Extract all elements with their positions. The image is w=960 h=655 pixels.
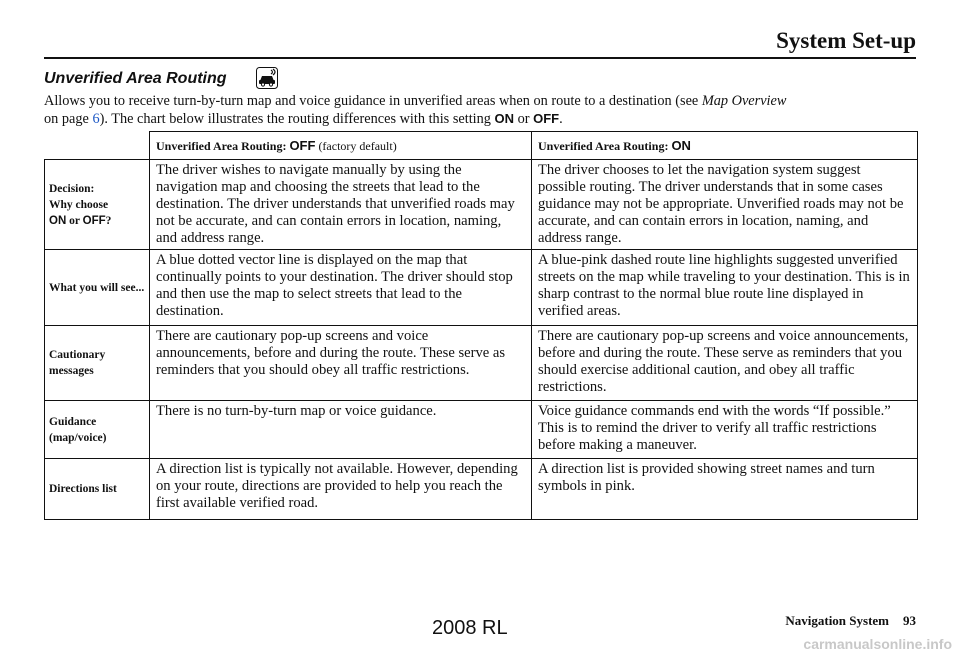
cell-on: There are cautionary pop-up screens and voice announcements, before and during the route. These serve as reminders that you should exercise additional caution, and obey all traffic restrictions.	[532, 326, 918, 401]
intro-text: .	[559, 111, 563, 127]
on-keyword: ON	[49, 214, 67, 227]
car-voice-icon	[256, 67, 278, 89]
cell-on: Voice guidance commands end with the words “If possible.” This is to remind the driver to verify all traffic restrictions before making a maneuver.	[532, 401, 918, 459]
header-rule	[44, 57, 916, 59]
table-row	[45, 326, 918, 401]
page-number: 93	[903, 613, 916, 628]
intro-text: ). The chart below illustrates the routing differences with this setting	[99, 111, 495, 127]
cell-on: A direction list is provided showing street names and turn symbols in pink.	[532, 459, 918, 520]
off-keyword: OFF	[533, 111, 560, 126]
header-on-label: Unverified Area Routing:	[538, 139, 672, 153]
footer-system	[785, 613, 916, 629]
off-keyword: OFF	[82, 214, 106, 227]
cell-off: A direction list is typically not available. However, depending on your route, directions are provided to help you reach the first available verified road.	[150, 459, 532, 520]
cell-off: There are cautionary pop-up screens and voice announcements, before and during the route. These serve as reminders that you should obey all traffic restrictions.	[150, 326, 532, 401]
cell-on: A blue-pink dashed route line highlights suggested unverified streets on the map while traveling to your destination. This is in sharp contrast to the normal blue route line displayed in verified areas.	[532, 250, 918, 326]
footer-model: 2008 RL	[432, 617, 508, 639]
row-label: Directions list	[45, 459, 150, 520]
table-row	[45, 160, 918, 250]
on-keyword: ON	[494, 111, 515, 126]
intro-paragraph	[44, 92, 920, 128]
section-title: Unverified Area Routing	[44, 70, 227, 87]
header-off-note: (factory default)	[315, 139, 397, 153]
table-header-row	[45, 132, 918, 160]
cell-off: A blue dotted vector line is displayed on the map that continually points to your destination. The driver should stop and then use the map to select streets that lead to the destination.	[150, 250, 532, 326]
header-off-label: Unverified Area Routing:	[156, 139, 290, 153]
row-label-line: Decision:	[49, 182, 95, 195]
routing-comparison-table	[44, 131, 918, 520]
cell-off: The driver wishes to navigate manually by using the navigation map and choosing the streets that lead to the destination. The driver understands that unverified roads may not be accurate, and can contain errors in location, naming, and address range.	[150, 160, 532, 250]
row-label: What you will see...	[45, 250, 150, 326]
table-row	[45, 250, 918, 326]
row-label-line: ?	[105, 214, 112, 227]
row-label	[45, 160, 150, 250]
header-on	[532, 132, 918, 160]
intro-text: on page	[44, 111, 93, 127]
intro-text: or	[514, 111, 534, 127]
ref-title-link[interactable]: Map Overview	[701, 93, 787, 109]
cell-off: There is no turn-by-turn map or voice guidance.	[150, 401, 532, 459]
page-link[interactable]: 6	[92, 111, 100, 127]
row-label-line: Why choose	[49, 198, 109, 211]
row-label: Cautionary messages	[45, 326, 150, 401]
row-label: Guidance (map/voice)	[45, 401, 150, 459]
page-title: System Set-up	[776, 28, 916, 53]
footer-system-label: Navigation System	[785, 613, 889, 628]
header-on-value: ON	[671, 138, 691, 153]
cell-on: The driver chooses to let the navigation system suggest possible routing. The driver understands that in some cases guidance may not be appropriate. Unverified roads may not be accurate, and can contain errors in location, naming, and address range.	[532, 160, 918, 250]
header-off	[150, 132, 532, 160]
table-row	[45, 401, 918, 459]
header-empty-cell	[45, 132, 150, 160]
intro-text: Allows you to receive turn-by-turn map and voice guidance in unverified areas when on route to a destination (see	[44, 93, 702, 109]
table-row	[45, 459, 918, 520]
header-off-value: OFF	[289, 138, 316, 153]
row-label-line: or	[66, 214, 83, 227]
watermark: carmanualsonline.info	[803, 636, 952, 652]
